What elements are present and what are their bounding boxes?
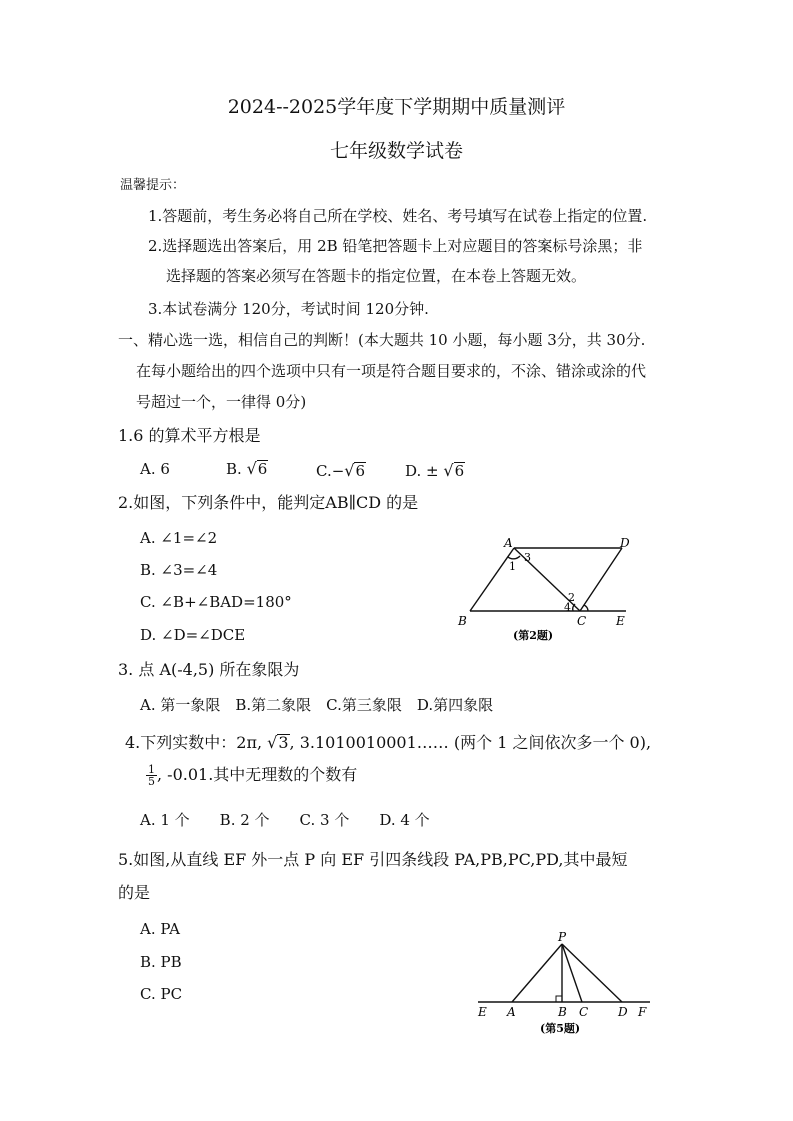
- q2-option-a: A. ∠1=∠2: [140, 529, 218, 547]
- q1-option-c-prefix: C.−: [316, 462, 345, 480]
- label-B: B: [558, 1005, 567, 1019]
- exam-subtitle: 七年级数学试卷: [329, 140, 463, 162]
- section-1-line-3: 号超过一个，一律得 0分): [136, 393, 307, 411]
- radicand: 3: [278, 733, 289, 752]
- q2-option-b: B. ∠3=∠4: [140, 561, 218, 579]
- radicand: 6: [355, 462, 366, 480]
- notice-item-3: 3.本试卷满分 120分，考试时间 120分钟.: [148, 300, 429, 318]
- q5-stem-line-1: 5.如图,从直线 EF 外一点 P 向 EF 引四条线段 PA,PB,PC,PD,其中最短: [118, 850, 628, 869]
- label-2: 2: [568, 591, 575, 604]
- q1-option-b: [226, 459, 268, 479]
- q5-option-b: B. PB: [140, 953, 182, 971]
- sqrt-6-d: √6: [443, 461, 465, 480]
- q1-stem: 1.6 的算术平方根是: [118, 426, 261, 445]
- q4-stem-line-2: [146, 764, 357, 787]
- notice-heading: 温馨提示：: [120, 178, 186, 193]
- label-E: E: [478, 1005, 487, 1019]
- fraction-numerator: 1: [148, 763, 155, 776]
- q2-option-d: D. ∠D=∠DCE: [140, 626, 246, 644]
- angle-arc-1: [508, 556, 520, 559]
- label-F: F: [638, 1005, 647, 1019]
- angle-arc-2: [584, 605, 588, 611]
- radicand: 6: [454, 462, 465, 480]
- line-ab: [470, 548, 514, 611]
- label-E: E: [616, 614, 625, 628]
- q1-option-b-prefix: B.: [226, 460, 242, 478]
- fraction-denominator: 5: [148, 775, 155, 788]
- q4-stem-c: , -0.01.其中无理数的个数有: [157, 765, 358, 784]
- sqrt-6-c: √6: [344, 461, 366, 480]
- notice-item-2a: 2.选择题选出答案后，用 2B 铅笔把答题卡上对应题目的答案标号涂黑；非: [148, 237, 643, 255]
- label-A: A: [504, 536, 513, 550]
- q4-options: A. 1 个 B. 2 个 C. 3 个 D. 4 个: [140, 811, 430, 829]
- q5-figure: [470, 928, 660, 1040]
- q5-caption: (第5题): [540, 1022, 581, 1035]
- section-1-line-2: 在每小题给出的四个选项中只有一项是符合题目要求的，不涂、错涂或涂的代: [136, 362, 647, 380]
- label-B: B: [458, 614, 467, 628]
- q1-option-c: [316, 461, 366, 481]
- section-1-line-1: 一、精心选一选，相信自己的判断！(本大题共 10 小题，每小题 3分，共 30分.: [118, 331, 646, 349]
- label-P: P: [558, 930, 567, 944]
- q1-option-d: [405, 461, 465, 481]
- q2-stem: 2.如图，下列条件中，能判定AB∥CD 的是: [118, 493, 419, 512]
- q1-option-a: A. 6: [140, 460, 170, 478]
- label-D: D: [620, 536, 630, 550]
- q4-stem-b: , 3.1010010001…… (两个 1 之间依次多一个 0),: [289, 733, 652, 752]
- q2-option-c: C. ∠B+∠BAD=180°: [140, 593, 292, 611]
- q5-stem-line-2: 的是: [118, 883, 151, 902]
- radicand: 6: [257, 460, 268, 478]
- label-D: D: [618, 1005, 628, 1019]
- label-4: 4: [564, 601, 571, 614]
- q2-caption: (第2题): [513, 629, 554, 642]
- q4-stem-line-1: [125, 733, 651, 753]
- q3-stem: 3. 点 A(-4,5) 所在象限为: [118, 660, 300, 679]
- q3-options: A. 第一象限 B.第二象限 C.第三象限 D.第四象限: [140, 696, 494, 714]
- q1-option-d-prefix: D. ±: [405, 462, 439, 480]
- segment-pa: [512, 944, 562, 1002]
- sqrt-3: √3: [267, 733, 289, 752]
- line-cd: [580, 548, 622, 611]
- right-angle-mark: [556, 996, 562, 1002]
- label-C: C: [577, 614, 587, 628]
- label-3: 3: [524, 551, 531, 564]
- q5-option-c: C. PC: [140, 985, 183, 1003]
- fraction-one-fifth: [146, 764, 157, 787]
- notice-item-2b: 选择题的答案必须写在答题卡的指定位置，在本卷上答题无效。: [166, 267, 587, 285]
- notice-item-1: 1.答题前，考生务必将自己所在学校、姓名、考号填写在试卷上指定的位置.: [148, 207, 648, 225]
- segment-pd: [562, 944, 622, 1002]
- label-A: A: [507, 1005, 516, 1019]
- label-C: C: [579, 1005, 589, 1019]
- q4-stem-a: 4.下列实数中：2π,: [125, 733, 263, 752]
- label-1: 1: [509, 560, 516, 573]
- q5-option-a: A. PA: [140, 920, 180, 938]
- exam-title: 2024--2025学年度下学期期中质量测评: [227, 96, 566, 118]
- q2-figure: [450, 532, 640, 650]
- sqrt-6-b: √6: [246, 459, 268, 478]
